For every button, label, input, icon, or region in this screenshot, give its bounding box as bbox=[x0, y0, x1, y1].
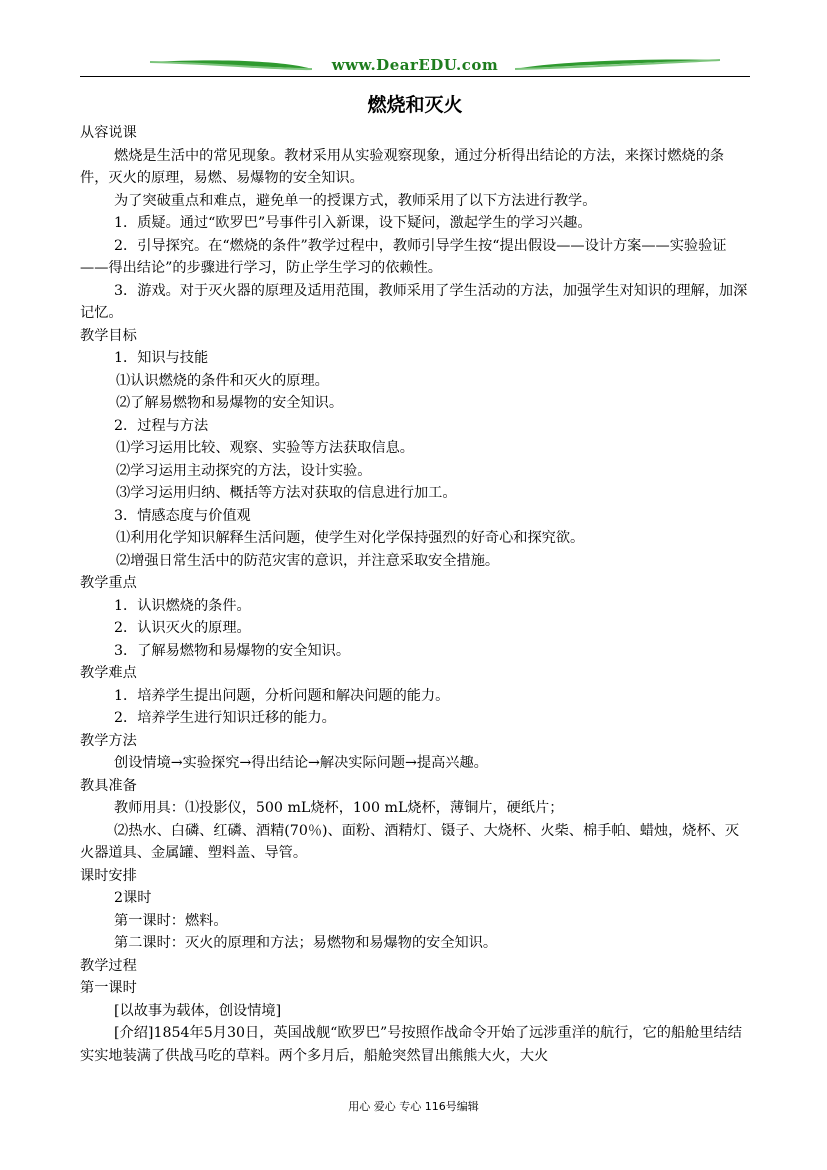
page-footer: 用心 爱心 专心 116号编辑 bbox=[348, 1100, 479, 1113]
paragraph: 1．知识与技能 bbox=[114, 350, 209, 366]
paragraph: 为了突破重点和难点，避免单一的授课方式，教师采用了以下方法进行教学。 bbox=[114, 192, 597, 209]
paragraph: 2．认识灭火的原理。 bbox=[114, 620, 251, 636]
paragraph: ⑵热水、白磷、红磷、酒精(70％)、面粉、酒精灯、镊子、大烧杯、火柴、棉手帕、蜡烛，烧杯、灭火器道具、金属罐、塑料盖、导管。 bbox=[80, 822, 740, 861]
paragraph: ⑴学习运用比较、观察、实验等方法获取信息。 bbox=[116, 440, 414, 456]
paragraph: ⑶学习运用归纳、概括等方法对获取的信息进行加工。 bbox=[116, 485, 457, 501]
paragraph: 1．质疑。通过“欧罗巴”号事件引入新课，设下疑问，激起学生的学习兴趣。 bbox=[114, 215, 592, 231]
section-heading: 教学难点 bbox=[80, 665, 137, 681]
section-heading: 教具准备 bbox=[80, 777, 137, 794]
paragraph: ⑵增强日常生活中的防范灾害的意识，并注意采取安全措施。 bbox=[116, 552, 500, 569]
section-heading: 教学目标 bbox=[80, 327, 137, 344]
paragraph: 2课时 bbox=[114, 890, 152, 906]
paragraph: ⑴认识燃烧的条件和灭火的原理。 bbox=[116, 372, 329, 389]
paragraph: 第二课时：灭火的原理和方法；易燃物和易爆物的安全知识。 bbox=[114, 935, 498, 951]
site-url[interactable]: www.DearEDU.com bbox=[331, 56, 499, 74]
paragraph: 3．情感态度与价值观 bbox=[114, 507, 251, 524]
section-heading: 教学方法 bbox=[80, 732, 137, 749]
document-body bbox=[80, 122, 752, 1067]
paragraph: 3．游戏。对于灭火器的原理及适用范围，教师采用了学生活动的方法，加强学生对知识的理解，加深记忆。 bbox=[80, 282, 748, 321]
paragraph: ⑴利用化学知识解释生活问题，使学生对化学保持强烈的好奇心和探究欲。 bbox=[116, 530, 585, 546]
paragraph: ⑵了解易燃物和易爆物的安全知识。 bbox=[116, 395, 344, 411]
section-heading: 课时安排 bbox=[80, 867, 137, 884]
site-header bbox=[80, 52, 750, 76]
section-heading: 教学重点 bbox=[80, 575, 137, 591]
header-rule bbox=[80, 76, 750, 77]
paragraph: 燃烧是生活中的常见现象。教材采用从实验观察现象，通过分析得出结论的方法，来探讨燃烧的条件，灭火的原理，易燃、易爆物的安全知识。 bbox=[80, 147, 725, 186]
paragraph: ⑵学习运用主动探究的方法，设计实验。 bbox=[116, 462, 372, 479]
paragraph: 教师用具：⑴投影仪，500 mL烧杯，100 mL烧杯，薄铜片，硬纸片； bbox=[114, 800, 564, 816]
paragraph: 2．引导探究。在“燃烧的条件”教学过程中，教师引导学生按“提出假设——设计方案——实验验证——得出结论”的步骤进行学习，防止学生学习的依赖性。 bbox=[80, 237, 727, 276]
paragraph: 3．了解易燃物和易爆物的安全知识。 bbox=[114, 642, 351, 659]
section-heading: 第一课时 bbox=[80, 980, 137, 996]
section-heading: 从容说课 bbox=[80, 125, 137, 141]
section-heading: 教学过程 bbox=[80, 957, 137, 974]
paragraph: 创设情境→实验探究→得出结论→解决实际问题→提高兴趣。 bbox=[114, 755, 488, 771]
paragraph: 1．认识燃烧的条件。 bbox=[114, 597, 251, 614]
paragraph: [以故事为载体，创设情境] bbox=[114, 1002, 282, 1019]
paragraph: 1．培养学生提出问题，分析问题和解决问题的能力。 bbox=[114, 687, 450, 704]
paragraph: 2．培养学生进行知识迁移的能力。 bbox=[114, 710, 336, 726]
paragraph: [介绍]1854年5月30日，英国战舰“欧罗巴”号按照作战命令开始了远涉重洋的航行，它的船舱里结结实实地装满了供战马吃的草料。两个多月后，船舱突然冒出熊熊大火，大火 bbox=[80, 1025, 742, 1064]
document-title: 燃烧和灭火 bbox=[367, 94, 463, 116]
paragraph: 2．过程与方法 bbox=[114, 417, 209, 434]
paragraph: 第一课时：燃料。 bbox=[114, 912, 228, 929]
